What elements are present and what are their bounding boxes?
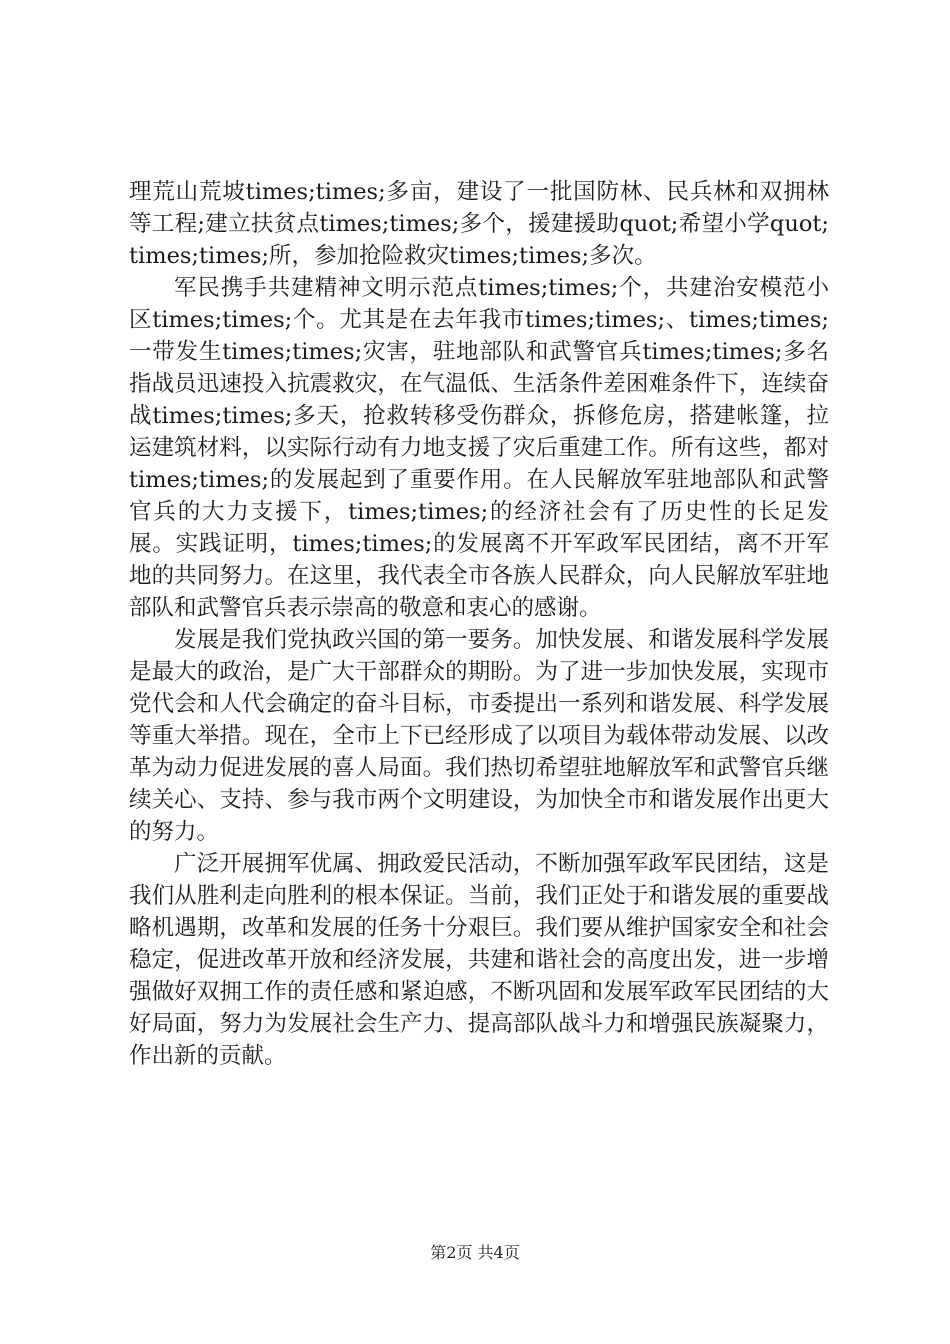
paragraph-unity: 广泛开展拥军优属、拥政爱民活动，不断加强军政军民团结，这是我们从胜利走向胜利的根本保证。当前，我们正处于和谐发展的重要战略机遇期，改革和发展的任务十分艰巨。我们要从维护国家安全和社会稳定，促进改革开放和经济发展，共建和谐社会的高度出发，进一步增强做好双拥工作的责任感和紧迫感，不断巩固和发展军政军民团结的大好局面，努力为发展社会生产力、提高部队战斗力和增强民族凝聚力，作出新的贡献。 [129,851,829,1069]
page-number-footer: 第2页 共4页 [430,1243,520,1262]
document-body [129,176,829,1072]
paragraph-civil-military: 军民携手共建精神文明示范点times;times;个，共建治安模范小区times;times;个。尤其是在去年我市times;times;、times;times;一带发生times;times;灾害，驻地部队和武警官兵times;times;多名指战员迅速投入抗震救灾，在气温低、生活条件差困难条件下，连续奋战times;times;多天，抢救转移受伤群众，拆修危房，搭建帐篷，拉运建筑材料，以实际行动有力地支援了灾后重建工作。所有这些，都对times;times;的发展起到了重要作用。在人民解放军驻地部队和武警官兵的大力支援下，times;times;的经济社会有了历史性的长足发展。实践证明，times;times;的发展离不开军政军民团结，离不开军地的共同努力。在这里，我代表全市各族人民群众，向人民解放军驻地部队和武警官兵表示崇高的敬意和衷心的感谢。 [129,275,829,621]
paragraph-development: 发展是我们党执政兴国的第一要务。加快发展、和谐发展科学发展是最大的政治，是广大干部群众的期盼。为了进一步加快发展，实现市党代会和人代会确定的奋斗目标，市委提出一系列和谐发展、科学发展等重大举措。现在，全市上下已经形成了以项目为载体带动发展、以改革为动力促进发展的喜人局面。我们热切希望驻地解放军和武警官兵继续关心、支持、参与我市两个文明建设，为加快全市和谐发展作出更大的努力。 [129,627,829,845]
paragraph-continuation: 理荒山荒坡times;times;多亩，建设了一批国防林、民兵林和双拥林等工程;建立扶贫点times;times;多个，援建援助quot;希望小学quot;times;times;所，参加抢险救灾times;times;多次。 [129,179,829,269]
